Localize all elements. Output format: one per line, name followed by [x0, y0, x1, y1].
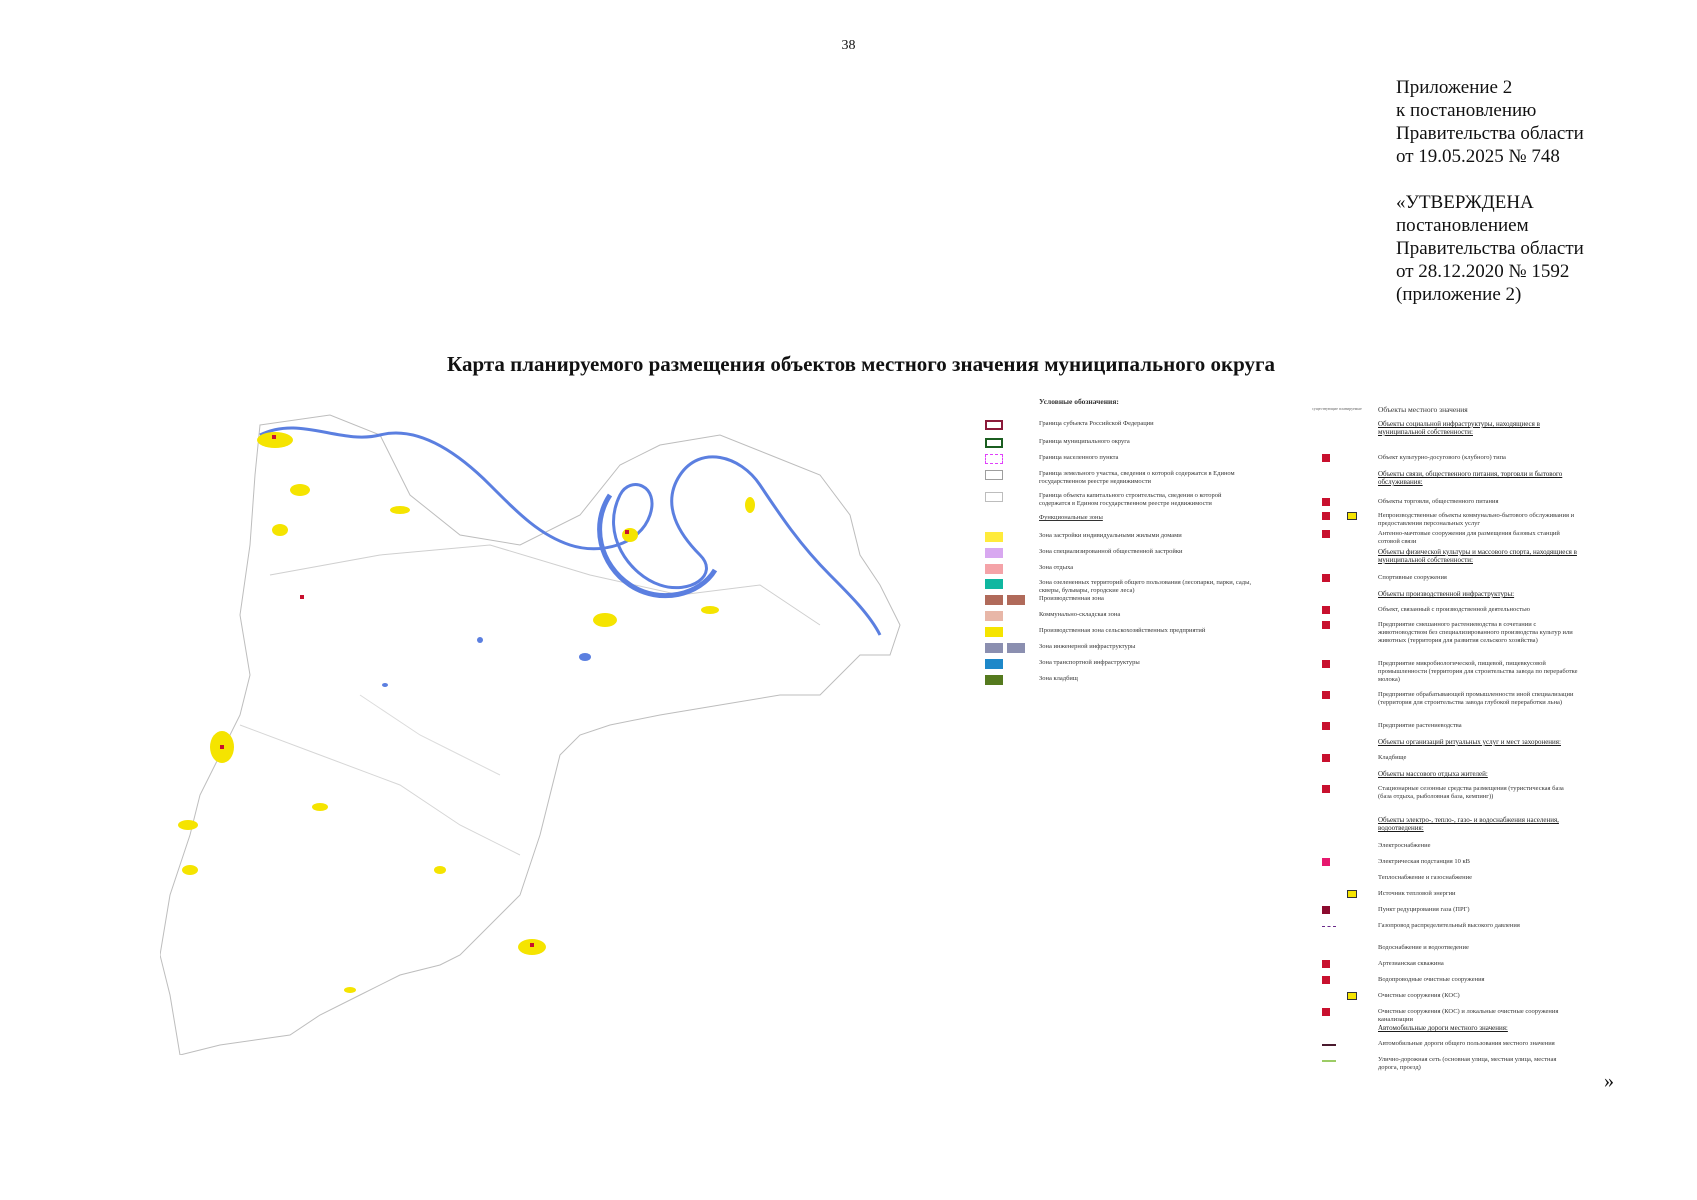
approved-line: «УТВЕРЖДЕНА	[1396, 192, 1534, 213]
object-symbol	[1322, 906, 1330, 914]
legend-label: Коммунально-складская зона	[1039, 611, 1121, 618]
object-symbol	[1322, 606, 1330, 614]
legend-swatch	[985, 579, 1003, 589]
object-symbol-planned	[1347, 890, 1357, 898]
object-symbol	[1322, 960, 1330, 968]
approved-line: постановлением	[1396, 215, 1529, 236]
lake	[382, 683, 388, 687]
lake	[579, 653, 591, 661]
settlement	[272, 524, 288, 536]
road-line	[240, 725, 520, 855]
settlement	[593, 613, 617, 627]
legend-swatch	[985, 454, 1003, 464]
appendix-line: от 19.05.2025 № 748	[1396, 146, 1560, 167]
appendix-line: Приложение 2	[1396, 77, 1513, 98]
object-symbol	[1322, 621, 1330, 629]
appendix-line: Правительства области	[1396, 123, 1584, 144]
object-label: Водоснабжение и водоотведение	[1378, 944, 1469, 951]
object-label: Объект культурно-досугового (клубного) типа	[1378, 454, 1506, 461]
object-label: Антенно-мачтовые сооружения для размещения базовых станций сотовой связи	[1378, 530, 1560, 545]
legend-title: Условные обозначения:	[1039, 397, 1119, 406]
object-symbol-planned	[1347, 992, 1357, 1000]
legend-swatch	[985, 564, 1003, 574]
legend-label: Зона кладбищ	[1039, 675, 1078, 682]
legend-swatch	[985, 643, 1003, 653]
approved-line: Правительства области	[1396, 238, 1584, 259]
object-label: Непроизводственные объекты коммунально-бытового обслуживания и предоставления персональных услуг	[1378, 512, 1575, 527]
road-symbol	[1322, 1044, 1336, 1047]
object-label: Объекты торговли, общественного питания	[1378, 498, 1499, 505]
object-symbol	[1322, 574, 1330, 582]
legend-item	[985, 438, 1130, 448]
legend-item	[985, 532, 1182, 542]
legend-label: Граница муниципального округа	[1039, 438, 1130, 445]
legend-label: Зона озелененных территорий общего пользования (лесопарки, парки, сады, скверы, бульвары, городские леса)	[1039, 579, 1252, 594]
object-label: Предприятие растениеводства	[1378, 722, 1462, 729]
legend-label: Производственная зона	[1039, 595, 1104, 602]
legend-swatch	[985, 659, 1003, 669]
object-symbol	[1322, 722, 1330, 730]
object-symbol	[1322, 530, 1330, 538]
map-legend	[985, 397, 1255, 682]
object-label: Предприятие смешанного растениеводства в сочетании с животноводством без специализированного производства культур или животных (территория для развития сельского хозяйства)	[1378, 621, 1573, 644]
legend-item	[985, 595, 1104, 605]
object-symbol	[1322, 691, 1330, 699]
road-line	[270, 545, 820, 625]
settlement	[257, 432, 293, 448]
object-symbol	[1322, 1008, 1330, 1016]
object-marker	[272, 435, 276, 439]
legend-item	[985, 611, 1121, 621]
object-label: Очистные сооружения (КОС) и локальные очистные сооружения канализации	[1378, 1008, 1559, 1023]
col-head-planned: планируемые	[1338, 406, 1362, 411]
object-symbol	[1322, 858, 1330, 866]
object-label: Теплоснабжение и газоснабжение	[1378, 874, 1473, 881]
object-symbol	[1322, 454, 1330, 462]
object-label: Автомобильные дороги общего пользования местного значения	[1378, 1040, 1555, 1047]
legend-item	[985, 659, 1140, 669]
legend-item	[985, 470, 1235, 485]
settlement	[390, 506, 410, 514]
object-symbol	[1322, 512, 1330, 520]
col-head-existing: существующие	[1312, 406, 1338, 411]
district-map	[160, 395, 1020, 1055]
legend-label: Зона специализированной общественной застройки	[1039, 548, 1183, 555]
legend-swatch	[985, 420, 1003, 430]
legend-swatch	[985, 532, 1003, 542]
objects-section: Объекты связи, общественного питания, торговли и бытового обслуживания:	[1378, 470, 1563, 486]
objects-section: Объекты массового отдыха жителей:	[1378, 770, 1488, 778]
object-symbol	[1322, 660, 1330, 668]
settlement	[622, 528, 638, 542]
lake	[477, 637, 483, 643]
objects-section: Объекты электро-, тепло-, газо- и водоснабжения населения, водоотведения:	[1378, 816, 1559, 832]
street-symbol	[1322, 1060, 1336, 1063]
object-marker	[220, 745, 224, 749]
object-marker	[530, 943, 534, 947]
object-symbol	[1322, 785, 1330, 793]
legend-swatch	[985, 611, 1003, 621]
district-boundary	[160, 415, 900, 1055]
road-line	[360, 695, 500, 775]
settlement	[178, 820, 198, 830]
objects-section: Объекты организаций ритуальных услуг и мест захоронения:	[1378, 738, 1561, 746]
approved-line: (приложение 2)	[1396, 284, 1522, 305]
legend-swatch	[985, 492, 1003, 502]
legend-item	[985, 675, 1078, 685]
object-label: Объект, связанный с производственной деятельностью	[1378, 606, 1530, 613]
legend-swatch	[1007, 643, 1025, 653]
gas-pipeline-symbol	[1322, 926, 1336, 928]
object-label: Предприятие микробиологической, пищевой, пищевкусовой промышленности (территория для строительства завода по переработке молока)	[1378, 660, 1578, 683]
object-label: Предприятие обрабатывающей промышленности иной специализации (территория для строительства завода глубокой переработки льна)	[1378, 691, 1574, 706]
legend-swatch	[985, 470, 1003, 480]
object-symbol-planned	[1347, 512, 1357, 520]
settlement	[434, 866, 446, 874]
legend-label: Граница субъекта Российской Федерации	[1039, 420, 1154, 427]
map-title: Карта планируемого размещения объектов местного значения муниципального округа	[447, 352, 1276, 376]
river	[260, 428, 880, 635]
legend-swatch	[985, 675, 1003, 685]
objects-col-heads	[1312, 406, 1362, 411]
settlement	[745, 497, 755, 513]
legend-item	[985, 579, 1252, 594]
object-label: Улично-дорожная сеть (основная улица, местная улица, местная дорога, проезд)	[1378, 1056, 1557, 1071]
object-label: Пункт редуцирования газа (ПРГ)	[1378, 906, 1470, 913]
legend-label: Граница объекта капитального строительства, сведения о которой содержатся в Едином государственном реестре недвижимости	[1039, 492, 1222, 507]
legend-item	[985, 548, 1183, 558]
objects-section: Автомобильные дороги местного значения:	[1378, 1024, 1508, 1032]
settlement	[701, 606, 719, 614]
approved-line: от 28.12.2020 № 1592	[1396, 261, 1570, 282]
legend-swatch	[985, 595, 1003, 605]
object-label: Источник тепловой энергии	[1378, 890, 1456, 897]
legend-label: Зона отдыха	[1039, 564, 1074, 571]
settlement	[290, 484, 310, 496]
object-label: Спортивные сооружения	[1378, 574, 1447, 581]
object-label: Кладбище	[1378, 754, 1407, 761]
closing-quote: »	[1604, 1070, 1614, 1092]
object-symbol	[1322, 498, 1330, 506]
object-label: Стационарные сезонные средства размещения (туристическая база (база отдыха, рыболовная база, кемпинг))	[1378, 785, 1564, 800]
objects-section: Объекты социальной инфраструктуры, находящиеся в муниципальной собственности:	[1378, 420, 1540, 436]
legend-swatch	[985, 548, 1003, 558]
object-label: Электроснабжение	[1378, 842, 1431, 849]
legend-label: Зона транспортной инфраструктуры	[1039, 659, 1140, 666]
legend-label: Граница земельного участка, сведения о которой содержатся в Едином государственном реестре недвижимости	[1039, 470, 1235, 485]
legend-label: Граница населенного пункта	[1039, 454, 1119, 461]
legend-item	[985, 492, 1222, 507]
legend-label: Зона застройки индивидуальными жилыми домами	[1039, 532, 1182, 539]
legend-swatch	[985, 627, 1003, 637]
appendix-header	[1396, 76, 1584, 306]
object-symbol	[1322, 754, 1330, 762]
object-marker	[300, 595, 304, 599]
legend-swatch	[985, 438, 1003, 448]
legend-item	[985, 420, 1154, 430]
objects-title: Объекты местного значения	[1378, 405, 1468, 414]
objects-section: Объекты физической культуры и массового спорта, находящиеся в муниципальной собственности:	[1378, 548, 1577, 564]
legend-label: Зона инженерной инфраструктуры	[1039, 643, 1136, 650]
object-symbol	[1322, 976, 1330, 984]
legend-item	[985, 643, 1136, 653]
settlement	[344, 987, 356, 993]
page-number: 38	[841, 38, 856, 53]
object-marker	[625, 530, 629, 534]
legend-section-label: Функциональные зоны	[1039, 514, 1103, 521]
legend-swatch	[1007, 595, 1025, 605]
settlement	[182, 865, 198, 875]
legend-item	[985, 454, 1119, 464]
legend-item	[985, 564, 1074, 574]
object-label: Газопровод распределительный высокого давления	[1378, 922, 1520, 929]
object-label: Водопроводные очистные сооружения	[1378, 976, 1485, 983]
settlement	[312, 803, 328, 811]
object-label: Электрическая подстанция 10 кВ	[1378, 858, 1471, 865]
legend-label: Производственная зона сельскохозяйственных предприятий	[1039, 627, 1206, 634]
object-label: Очистные сооружения (КОС)	[1378, 992, 1460, 999]
legend-item	[985, 627, 1206, 637]
objects-section: Объекты производственной инфраструктуры:	[1378, 590, 1515, 598]
appendix-line: к постановлению	[1396, 100, 1537, 121]
object-label: Артезианская скважина	[1378, 960, 1444, 967]
